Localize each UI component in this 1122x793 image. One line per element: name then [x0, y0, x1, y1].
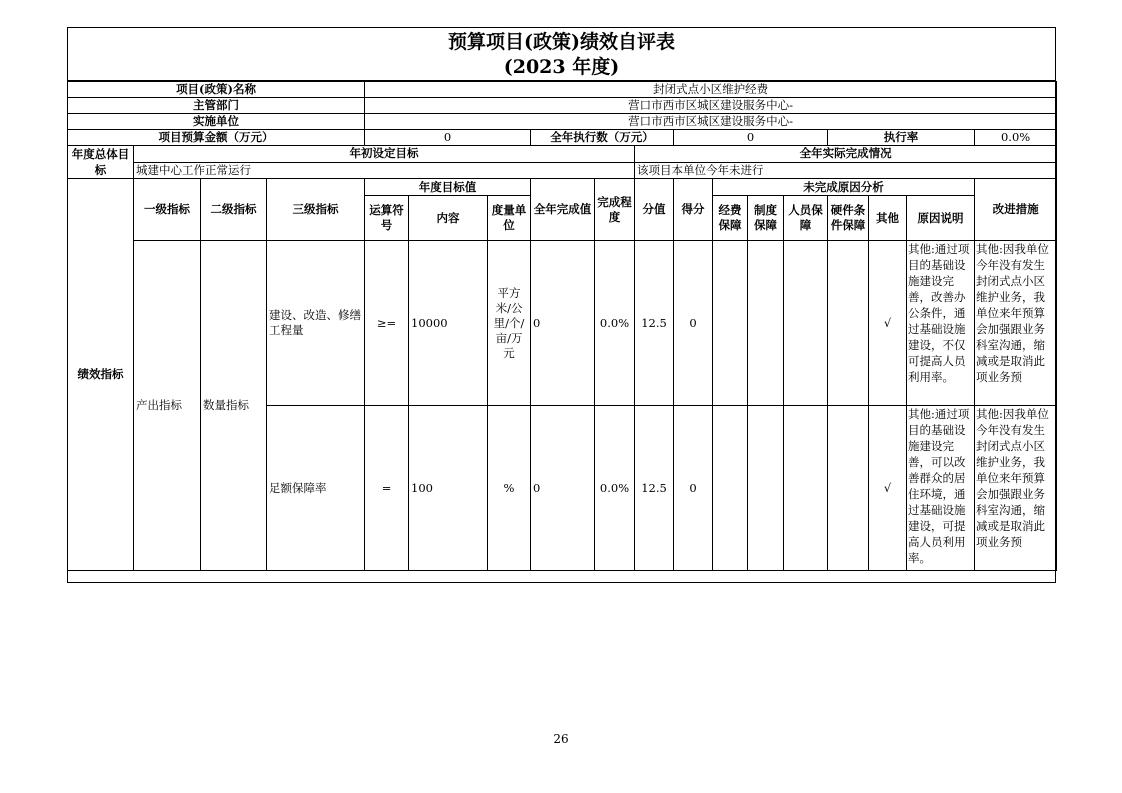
actual-goal-label: 全年实际完成情况	[635, 146, 1057, 163]
score-value-header: 分值	[635, 179, 674, 241]
budget-value: 0	[365, 130, 531, 146]
project-name-label: 项目(政策)名称	[68, 82, 365, 98]
goal-value-row	[68, 162, 1057, 179]
level1-value: 产出指标	[134, 241, 201, 571]
department-row	[68, 98, 1057, 114]
initial-goal-value: 城建中心工作正常运行	[134, 162, 635, 179]
unit-value: 营口市西市区城区建设服务中心-	[365, 114, 1057, 130]
title-block	[68, 28, 1055, 81]
annual-done-header: 全年完成值	[531, 179, 595, 241]
reasons-header: 未完成原因分析	[713, 179, 975, 196]
score-value: 0	[674, 241, 713, 406]
perf-indicator-label: 绩效指标	[68, 179, 134, 571]
level3-value: 足额保障率	[267, 406, 365, 571]
hardware-cell	[828, 406, 869, 571]
unit-value: %	[488, 406, 531, 571]
annual-target-header: 年度目标值	[365, 179, 531, 196]
system-cell	[748, 406, 784, 571]
page-number: 26	[553, 732, 569, 746]
level1-header: 一级指标	[134, 179, 201, 241]
evaluation-sheet	[67, 27, 1056, 583]
personnel-cell	[784, 406, 828, 571]
completion-header: 完成程度	[595, 179, 635, 241]
annual-goal-label: 年度总体目标	[68, 146, 134, 179]
funding-cell	[713, 406, 748, 571]
rate-label: 执行率	[828, 130, 975, 146]
personnel-cell	[784, 241, 828, 406]
improvement-header: 改进措施	[975, 179, 1057, 241]
personnel-header: 人员保障	[784, 196, 828, 241]
completion-value: 0.0%	[595, 241, 635, 406]
content-value: 10000	[409, 241, 488, 406]
operator-value: =	[365, 406, 409, 571]
score-value: 0	[674, 406, 713, 571]
unit-label: 实施单位	[68, 114, 365, 130]
content-value: 100	[409, 406, 488, 571]
actual-goal-value: 该项目本单位今年未进行	[635, 162, 1057, 179]
explanation-header: 原因说明	[907, 196, 975, 241]
explanation-value: 其他:通过项目的基础设施建设完善，可以改善群众的居住环境，通过基础设施建设，可提高人员利用率。	[907, 406, 975, 571]
completion-value: 0.0%	[595, 406, 635, 571]
operator-header: 运算符号	[365, 196, 409, 241]
initial-goal-label: 年初设定目标	[134, 146, 635, 163]
improvement-value: 其他:因我单位今年没有发生封闭式点小区维护业务，我单位来年预算会加强跟业务科室沟通，缩减或是取消此项业务预	[975, 241, 1057, 406]
goal-header-row	[68, 146, 1057, 163]
other-check: √	[869, 406, 907, 571]
page-subtitle: (2023 年度)	[503, 56, 620, 78]
score-value-value: 12.5	[635, 241, 674, 406]
budget-label: 项目预算金额（万元）	[68, 130, 365, 146]
indicator-header-row1	[68, 179, 1057, 196]
unit-value: 平方米/公里/个/亩/万元	[488, 241, 531, 406]
level2-header: 二级指标	[201, 179, 267, 241]
project-name-row	[68, 82, 1057, 98]
rate-value: 0.0%	[975, 130, 1057, 146]
executed-label: 全年执行数（万元）	[531, 130, 674, 146]
department-label: 主管部门	[68, 98, 365, 114]
department-value: 营口市西市区城区建设服务中心-	[365, 98, 1057, 114]
page-title: 预算项目(政策)绩效自评表	[448, 31, 675, 53]
score-value-value: 12.5	[635, 406, 674, 571]
other-header: 其他	[869, 196, 907, 241]
system-cell	[748, 241, 784, 406]
explanation-value: 其他:通过项目的基础设施建设完善，改善办公条件，通过基础设施建设，不仅可提高人员利用率。	[907, 241, 975, 406]
done-value: 0	[531, 406, 595, 571]
evaluation-table	[67, 81, 1057, 571]
level2-value: 数量指标	[201, 241, 267, 571]
table-row	[68, 241, 1057, 406]
hardware-cell	[828, 241, 869, 406]
improvement-value: 其他:因我单位今年没有发生封闭式点小区维护业务，我单位来年预算会加强跟业务科室沟通，缩减或是取消此项业务预	[975, 406, 1057, 571]
level3-header: 三级指标	[267, 179, 365, 241]
funding-cell	[713, 241, 748, 406]
funding-header: 经费保障	[713, 196, 748, 241]
unit-header: 度量单位	[488, 196, 531, 241]
other-check: √	[869, 241, 907, 406]
hardware-header: 硬件条件保障	[828, 196, 869, 241]
operator-value: ≥=	[365, 241, 409, 406]
budget-row	[68, 130, 1057, 146]
done-value: 0	[531, 241, 595, 406]
executed-value: 0	[674, 130, 828, 146]
project-name-value: 封闭式点小区维护经费	[365, 82, 1057, 98]
score-header: 得分	[674, 179, 713, 241]
content-header: 内容	[409, 196, 488, 241]
unit-row	[68, 114, 1057, 130]
system-header: 制度保障	[748, 196, 784, 241]
level3-value: 建设、改造、修缮工程量	[267, 241, 365, 406]
